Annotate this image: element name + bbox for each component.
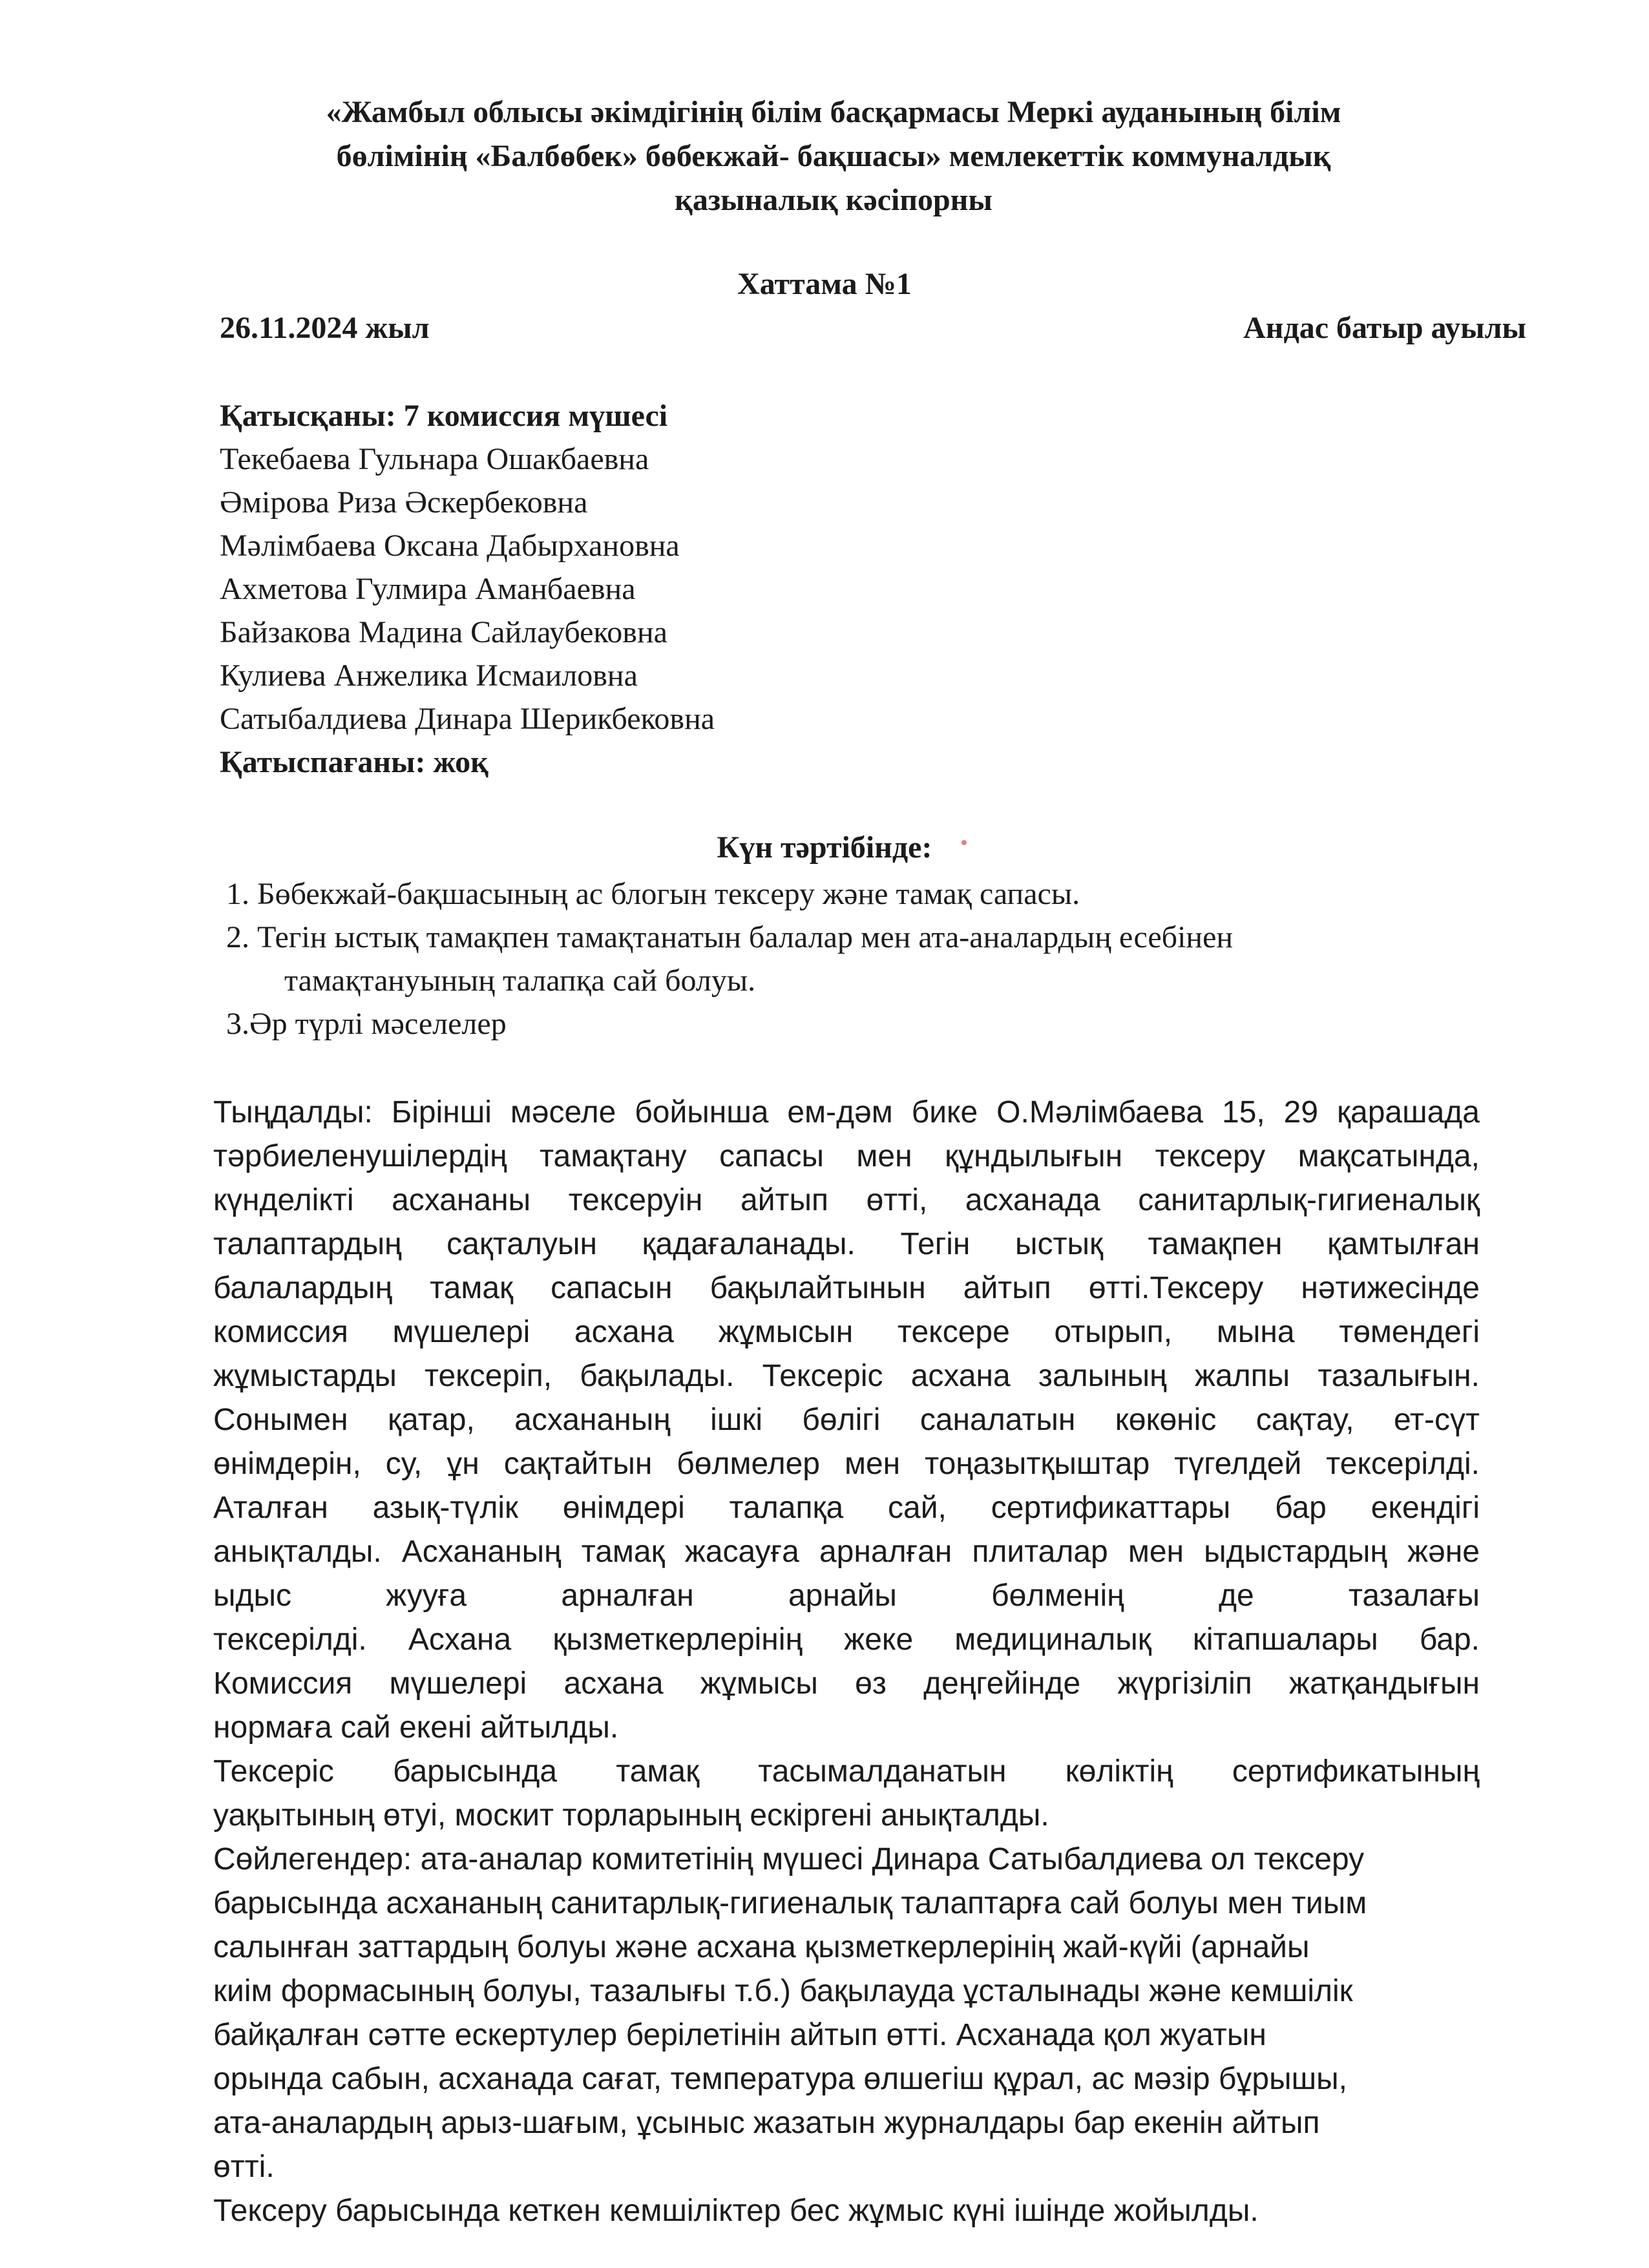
body-line: ыдыс жууға арналған арнайы бөлменің де тазалағы <box>213 1579 1480 1613</box>
header-line: қазыналық кәсіпорны <box>675 183 993 217</box>
agenda-list <box>226 872 1233 1045</box>
organization-header <box>194 90 1473 222</box>
body-line: өнімдерін, су, ұн сақтайтын бөлмелер мен тоңазытқыштар түгелдей тексерілді. <box>213 1447 1480 1481</box>
absent-label: Қатыспағаны: жоқ <box>220 745 488 779</box>
member-name: Мәлімбаева Оксана Дабырхановна <box>220 529 680 563</box>
body-line: нормаға сай екені айтылды. <box>213 1710 619 1745</box>
body-line: Сөйлегендер: ата-аналар комитетінің мүшесі Динара Сатыбалдиева ол тексеру <box>213 1842 1365 1876</box>
agenda-item: 3.Әр түрлі мәселелер <box>226 1007 507 1041</box>
header-line: бөлімінің «Балбөбек» бөбекжай- бақшасы» мемлекеттік коммуналдық <box>336 139 1331 173</box>
body-line: талаптардың сақталуын қадағаланады. Тегін ыстық тамақпен қамтылған <box>213 1227 1480 1261</box>
agenda-title: Күн тәртібінде: <box>717 830 932 865</box>
agenda-item-continuation: тамақтануының талапқа сай болуы. <box>284 963 756 998</box>
body-line: барысында асхананың санитарлық-гигиеналық талаптарға сай болуы мен тиым <box>213 1886 1367 1920</box>
protocol-date: 26.11.2024 жыл <box>220 311 430 345</box>
body-line: Аталған азық-түлік өнімдері талапқа сай, сертификаттары бар екендігі <box>213 1491 1480 1525</box>
present-label: Қатысқаны: 7 комиссия мүшесі <box>220 399 668 433</box>
body-line: киім формасының болуы, тазалығы т.б.) бақылауда ұсталынады және кемшілік <box>213 1974 1353 2008</box>
body-line: анықталды. Асхананың тамақ жасауға арналған плиталар мен ыдыстардың және <box>213 1535 1480 1569</box>
member-name: Байзакова Мадина Сайлаубековна <box>220 615 667 649</box>
agenda-item: 1. Бөбекжай-бақшасының ас блогын тексеру және тамақ сапасы. <box>226 877 1080 911</box>
member-name: Текебаева Гульнара Ошакбаевна <box>220 442 649 476</box>
agenda-item: 2. Тегін ыстық тамақпен тамақтанатын балалар мен ата-аналардың есебінен <box>226 920 1234 954</box>
member-name: Әмірова Риза Әскербековна <box>220 485 588 520</box>
body-line: салынған заттардың болуы және асхана қызметкерлерінің жай-күйі (арнайы <box>213 1930 1310 1964</box>
header-line: «Жамбыл облысы әкімдігінің білім басқармасы Меркі ауданының білім <box>326 95 1341 129</box>
body-line: байқалған сәтте ескертулер берілетінін айтып өтті. Асханада қол жуатын <box>213 2018 1266 2052</box>
body-line: тәрбиеленушілердің тамақтану сапасы мен құндылығын тексеру мақсатында, <box>213 1139 1480 1173</box>
member-name: Сатыбалдиева Динара Шерикбековна <box>220 702 715 736</box>
body-line: өтті. <box>213 2150 275 2184</box>
body-line: орында сабын, асханада сағат, температура өлшегіш құрал, ас мәзір бұрышы, <box>213 2062 1347 2096</box>
body-line: жұмыстарды тексеріп, бақылады. Тексеріс асхана залының жалпы тазалығын. <box>213 1359 1480 1393</box>
body-line: Тыңдалды: Бірінші мәселе бойынша ем-дәм бике О.Мәлімбаева 15, 29 қарашада <box>213 1095 1480 1129</box>
protocol-title: Хаттама №1 <box>737 267 912 301</box>
body-line: Сонымен қатар, асхананың ішкі бөлігі саналатын көкөніс сақтау, ет-сүт <box>213 1403 1480 1437</box>
body-line: ата-аналардың арыз-шағым, ұсыныс жазатын журналдары бар екенін айтып <box>213 2106 1320 2140</box>
member-name: Ахметова Гулмира Аманбаевна <box>220 572 636 606</box>
body-line: күнделікті асхананы тексеруін айтып өтті, асханада санитарлық-гигиеналық <box>213 1183 1480 1217</box>
minutes-body <box>213 1091 1480 2233</box>
body-line: уақытының өтуі, москит торларының ескіргені анықталды. <box>213 1798 1049 1832</box>
member-name: Кулиева Анжелика Исмаиловна <box>220 658 638 693</box>
body-line: тексерілді. Асхана қызметкерлерінің жеке медициналық кітапшалары бар. <box>213 1622 1480 1657</box>
protocol-place: Андас батыр ауылы <box>1243 311 1526 345</box>
attendance-block <box>220 394 715 784</box>
body-line: Тексеру барысында кеткен кемшіліктер бес жұмыс күні ішінде жойылды. <box>213 2194 1259 2228</box>
body-line: Комиссия мүшелері асхана жұмысы өз деңгейінде жүргізіліп жатқандығын <box>213 1666 1480 1701</box>
body-line: Тексеріс барысында тамақ тасымалданатын көліктің сертификатының <box>213 1754 1480 1789</box>
body-line: комиссия мүшелері асхана жұмысын тексере отырып, мына төмендегі <box>213 1315 1480 1349</box>
body-line: балалардың тамақ сапасын бақылайтынын айтып өтті.Тексеру нәтижесінде <box>213 1271 1480 1305</box>
